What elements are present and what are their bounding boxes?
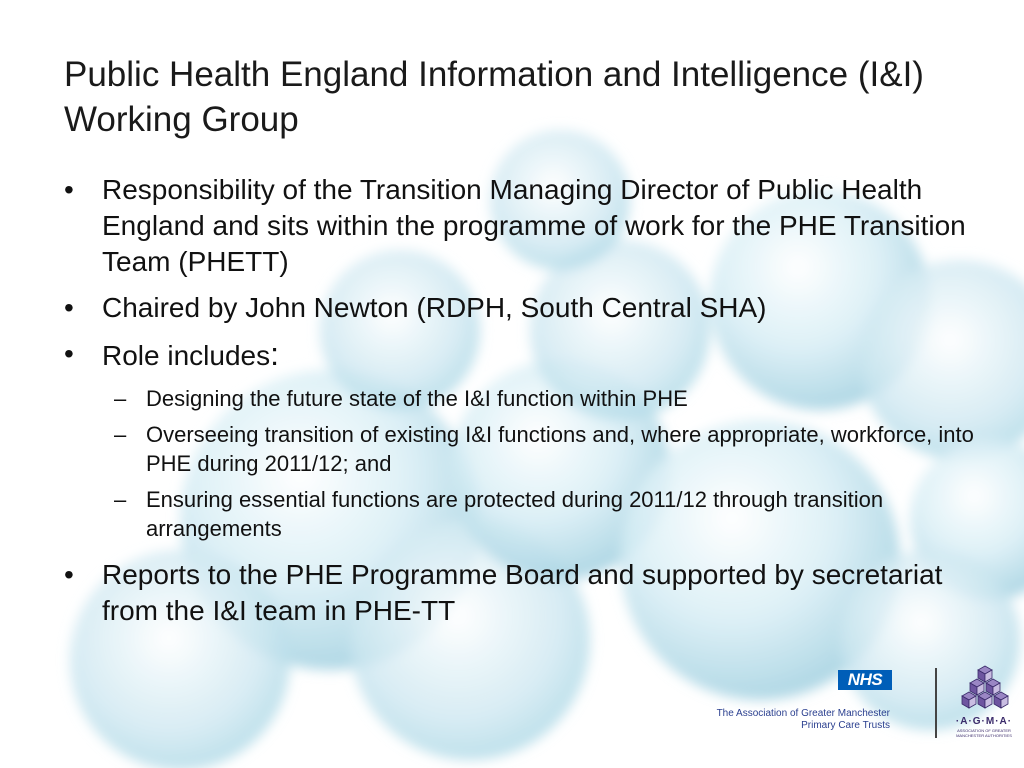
sub-bullet-overseeing: – Overseeing transition of existing I&I functions and, where appropriate, workforce, into PHE during 2011/12; and [64,420,984,478]
bullet-responsibility: • Responsibility of the Transition Managing Director of Public Health England and sits within the programme of work for the PHE Transition Team (PHETT) [64,172,984,280]
association-text [650,708,890,732]
association-line-1: The Association of Greater Manchester [716,708,890,719]
agma-subtitle: ASSOCIATION OF GREATER MANCHESTER AUTHORITIES [956,728,1012,738]
agma-wordmark: ·A·G·M·A· [955,716,1013,727]
agma-cubes-icon [950,664,1020,714]
bullet-chaired: • Chaired by John Newton (RDPH, South Central SHA) [64,290,984,326]
sub-bullet-designing: – Designing the future state of the I&I function within PHE [64,384,984,413]
bullet-role-colon: : [270,336,279,372]
logo-divider [935,668,937,738]
slide-body [64,172,984,639]
nhs-logo: NHS [838,670,892,690]
sub-bullet-ensuring: – Ensuring essential functions are protected during 2011/12 through transition arrangements [64,485,984,543]
footer-logos [690,662,1024,768]
slide-title: Public Health England Information and Intelligence (I&I) Working Group [64,55,924,139]
bullet-role-text: Role includes [102,340,271,371]
bullet-role [64,336,984,374]
bullet-reports: • Reports to the PHE Programme Board and supported by secretariat from the I&I team in PHE-TT [64,557,984,629]
association-line-2: Primary Care Trusts [801,720,890,731]
